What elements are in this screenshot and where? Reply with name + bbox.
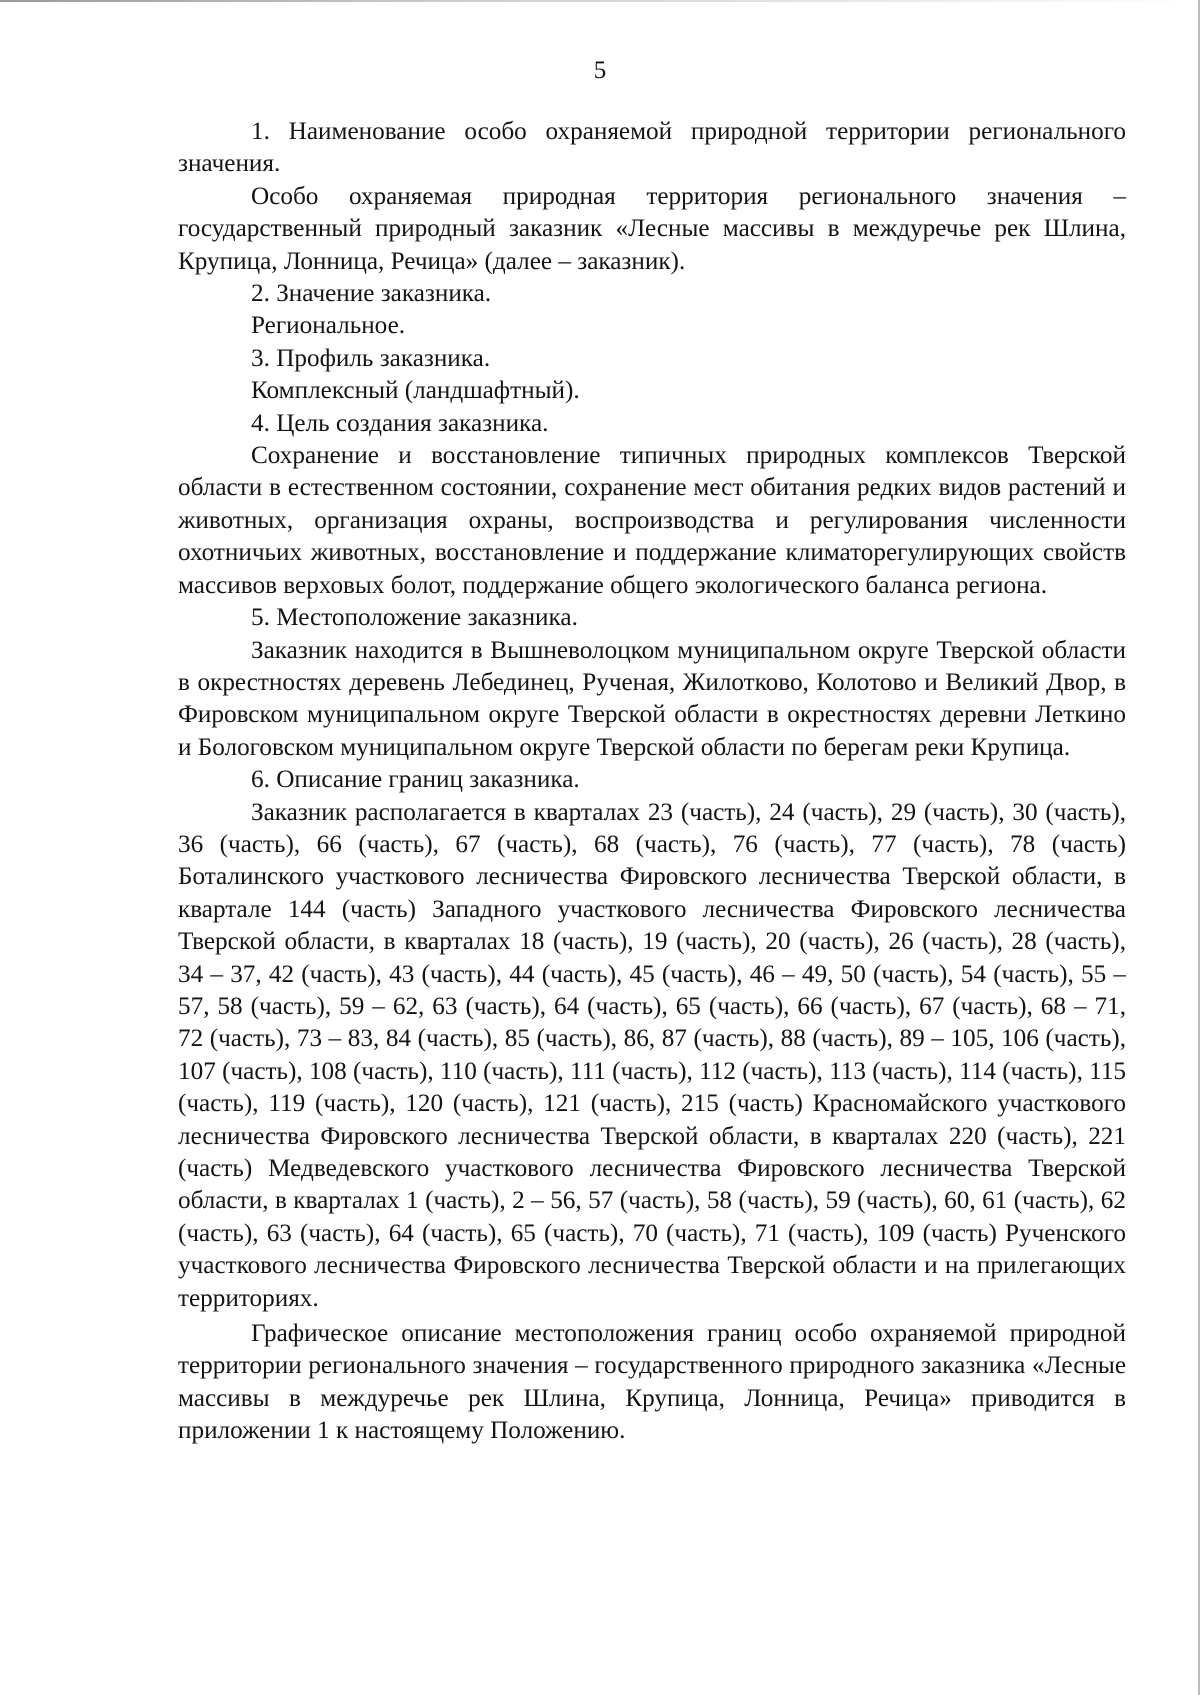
page-number: 5 [593, 57, 607, 84]
document-body [178, 116, 1126, 1448]
paragraph-section-4-heading: 4. Цель создания заказника. [251, 409, 549, 437]
paragraph-section-5-text: Заказник находится в Вышневолоцком муниципальном округе Тверской области в окрестностях деревень Лебединец, Ручeная, Жилотково, Колотово и Великий Двор, в Фировском муниципальном округе Тверской области в окрестностях деревни Леткино и Бологовском муниципальном округе Тверской области по берегам реки Крупица. [178, 636, 1126, 761]
scan-edge-top [0, 0, 1200, 2]
paragraph-section-2-text: Региональное. [251, 312, 406, 340]
paragraph-section-6-heading: 6. Описание границ заказника. [251, 766, 580, 794]
paragraph-section-3-heading: 3. Профиль заказника. [251, 344, 491, 372]
paragraph-graphic-description: Графическое описание местоположения границ особо охраняемой природной территории регионального значения – государственного природного заказника «Лесные массивы в междуречье рек Шлина, Крупица, Лонница, Речица» приводится в приложении 1 к настоящему Положению. [178, 1320, 1126, 1445]
paragraph-section-4-text: Сохранение и восстановление типичных природных комплексов Тверской области в естественном состоянии, сохранение мест обитания редких видов растений и животных, организация охраны, воспроизводства и регулирования численности охотничьих животных, восстановление и поддержание климаторегулирующих свойств массивов верховых болот, поддержание общего экологического баланса региона. [178, 442, 1126, 599]
paragraph-section-1-heading: 1. Наименование особо охраняемой природной территории регионального значения. [178, 118, 1126, 178]
paragraph-section-6-text: Заказник располагается в кварталах 23 (часть), 24 (часть), 29 (часть), 30 (часть), 36 (часть), 66 (часть), 67 (часть), 68 (часть), 76 (часть), 77 (часть), 78 (часть) Боталинского участкового лесничества Фировского лесничества Тверской области, в квартале 144 (часть) Западного участкового лесничества Фировского лесничества Тверской области, в кварталах 18 (часть), 19 (часть), 20 (часть), 26 (часть), 28 (часть), 34 – 37, 42 (часть), 43 (часть), 44 (часть), 45 (часть), 46 – 49, 50 (часть), 54 (часть), 55 – 57, 58 (часть), 59 – 62, 63 (часть), 64 (часть), 65 (часть), 66 (часть), 67 (часть), 68 – 71, 72 (часть), 73 – 83, 84 (часть), 85 (часть), 86, 87 (часть), 88 (часть), 89 – 105, 106 (часть), 107 (часть), 108 (часть), 110 (часть), 111 (часть), 112 (часть), 113 (часть), 114 (часть), 115 (часть), 119 (часть), 120 (часть), 121 (часть), 215 (часть) Красномайского участкового лесничества Фировского лесничества Тверской области, в кварталах 220 (часть), 221 (часть) Медведевского участкового лесничества Фировского лесничества Тверской области, в кварталах 1 (часть), 2 – 56, 57 (часть), 58 (часть), 59 (часть), 60, 61 (часть), 62 (часть), 63 (часть), 64 (часть), 65 (часть), 70 (часть), 71 (часть), 109 (часть) Рученского участкового лесничества Фировского лесничества Тверской области и на прилегающих территориях. [178, 798, 1127, 1312]
paragraph-section-2-heading: 2. Значение заказника. [251, 280, 492, 308]
paragraph-section-1-text: Особо охраняемая природная территория регионального значения – государственный природный заказник «Лесные массивы в междуречье рек Шлина, Крупица, Лонница, Речица» (далее – заказник). [178, 182, 1126, 275]
paragraph-section-5-heading: 5. Местоположение заказника. [251, 604, 578, 632]
paragraph-section-3-text: Комплексный (ландшафтный). [251, 377, 580, 405]
